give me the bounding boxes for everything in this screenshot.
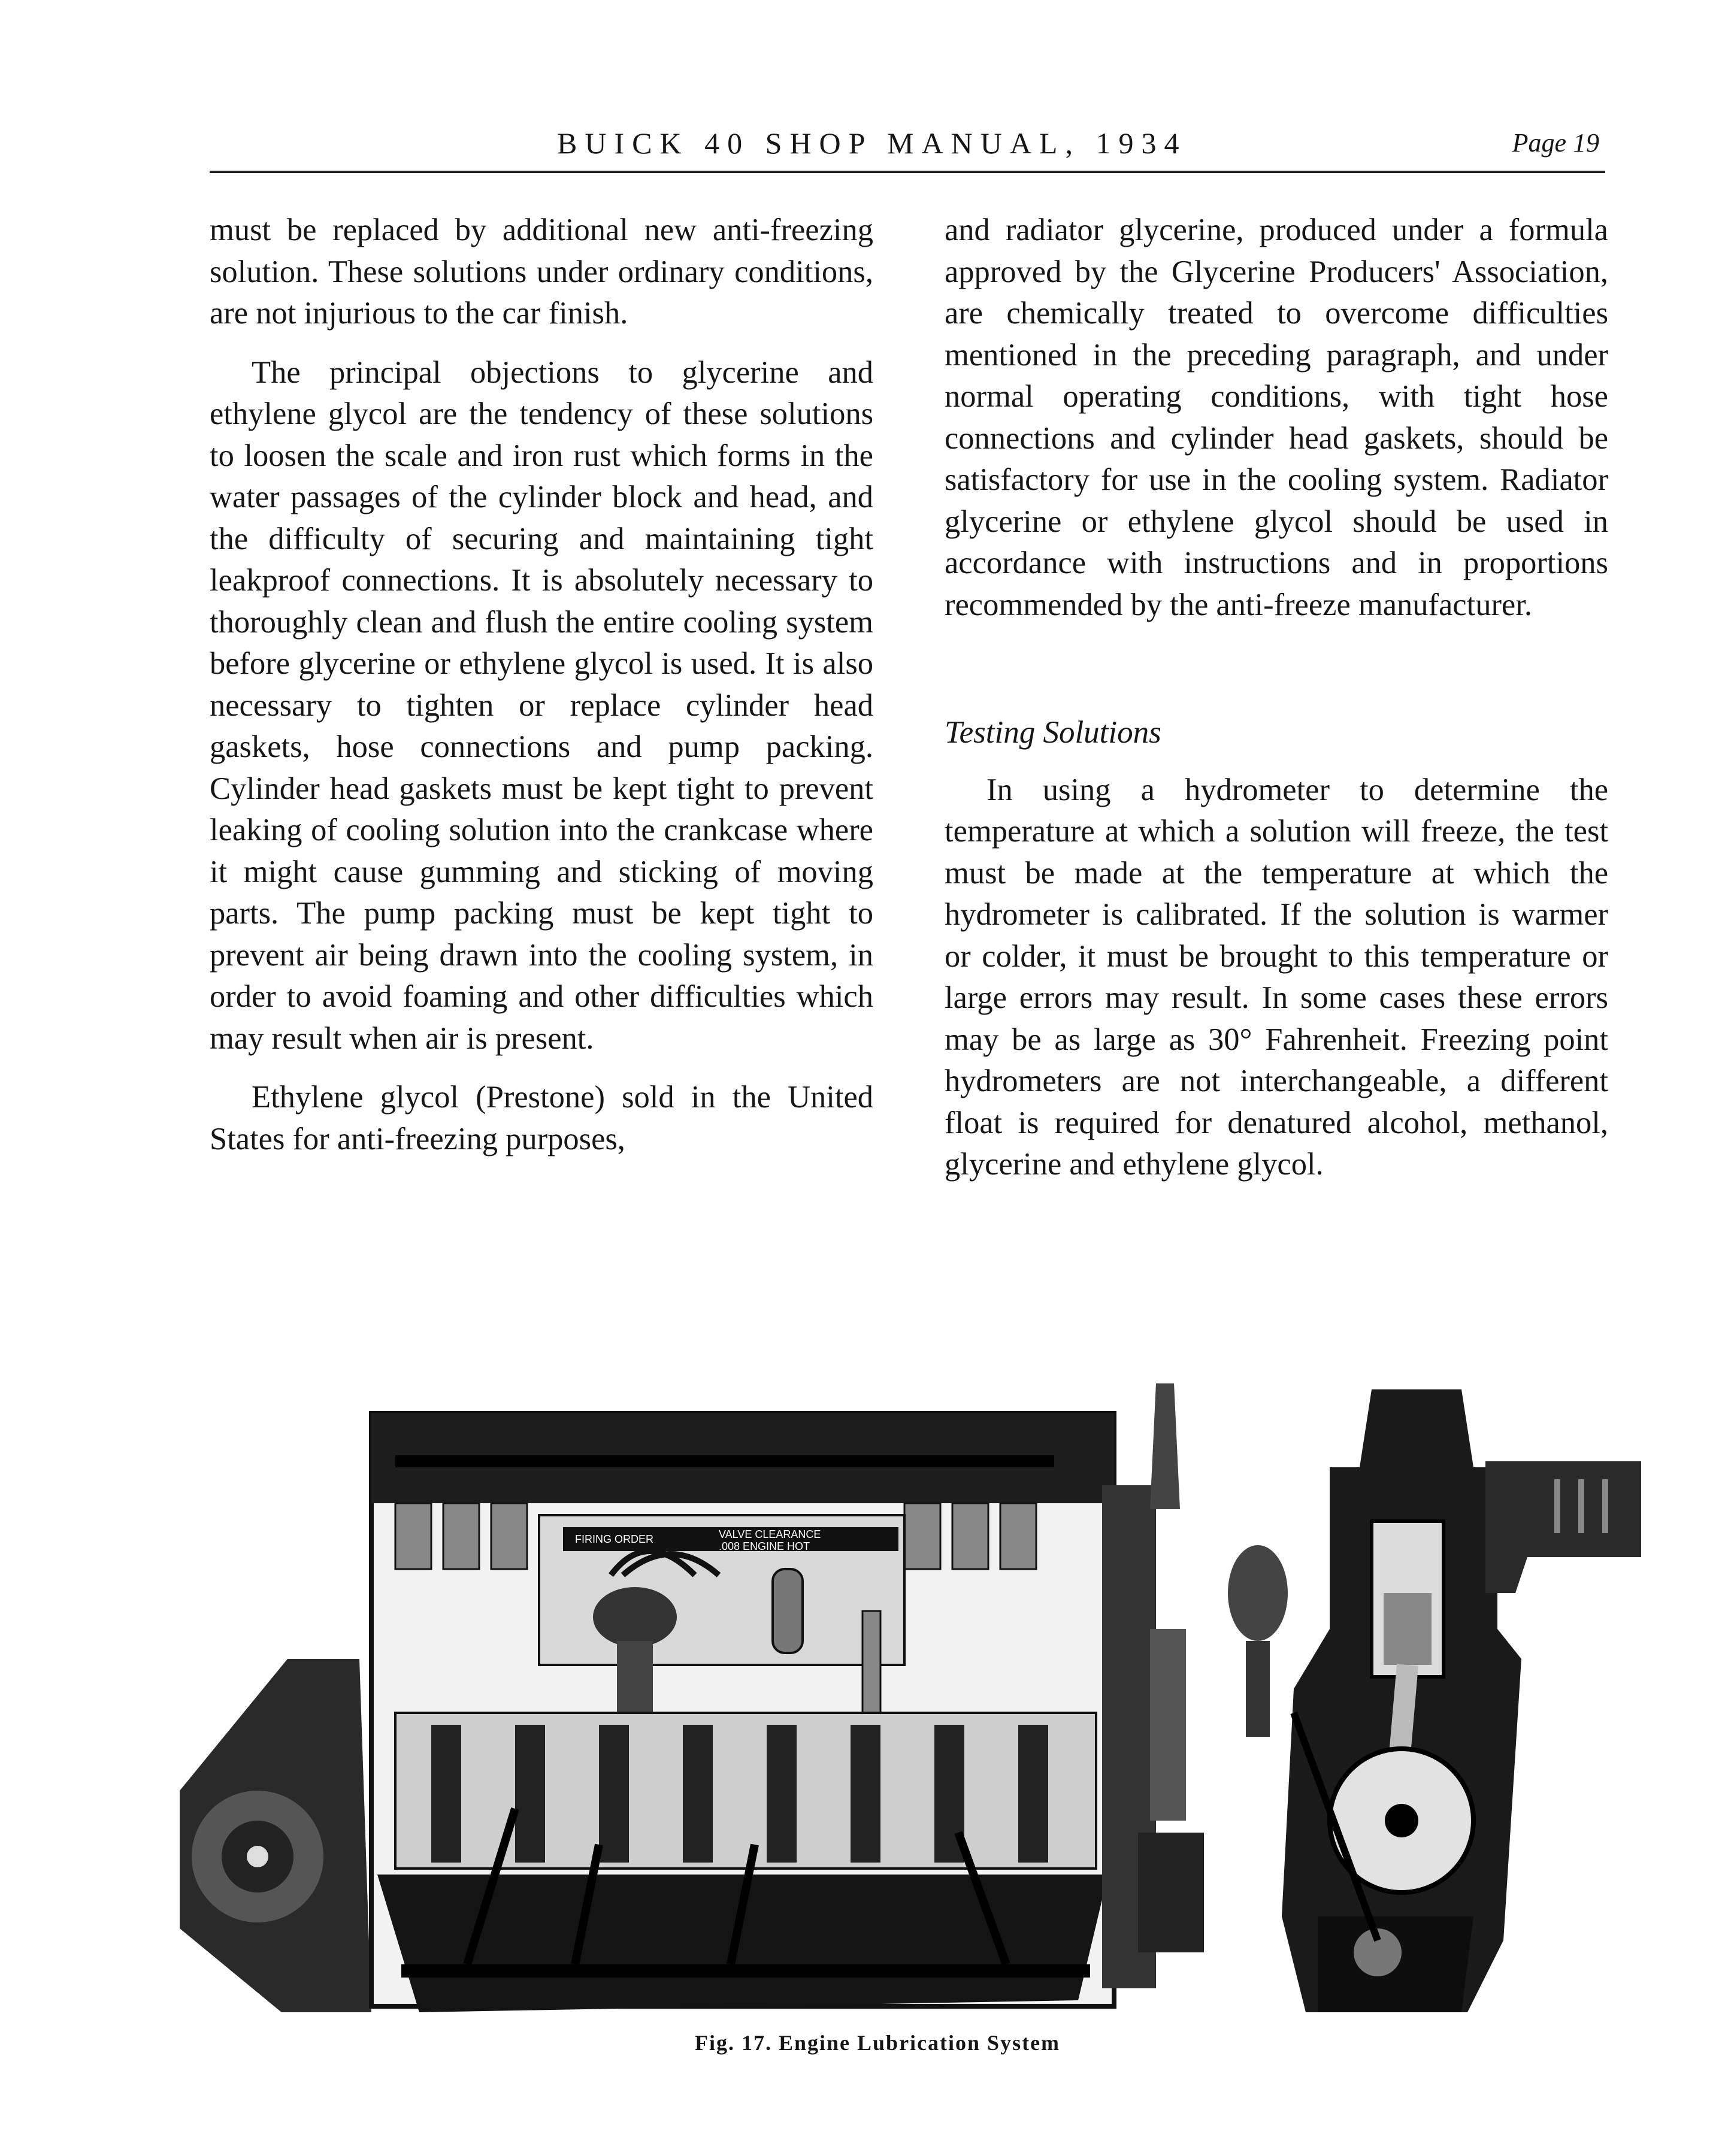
paragraph: The principal objections to glycerine and ethylene glycol are the tendency of these solutions to loosen the scale and iron rust which forms in the water passages of the cylinder block and head, and the difficulty of securing and maintaining tight leakproof connections. It is absolutely necessary to thoroughly clean and flush the entire cooling system before glycerine or ethylene glycol is used. It is also necessary to tighten or replace cylinder head gaskets, hose connections and pump packing. Cylinder head gaskets must be kept tight to prevent leaking of cooling solution into the crankcase where it might cause gumming and sticking of moving parts. The pump packing must be kept tight to prevent air being drawn into the cooling system, in order to avoid foaming and other difficulties which may result when air is present. bbox=[210, 355, 873, 1056]
header-title: BUICK 40 SHOP MANUAL, 1934 bbox=[557, 126, 1187, 160]
left-column bbox=[210, 210, 873, 1160]
valve-clearance-label: VALVE CLEARANCE bbox=[719, 1528, 821, 1540]
page-number: Page 19 bbox=[1512, 128, 1599, 158]
right-column bbox=[945, 210, 1608, 1186]
paragraph: In using a hydrometer to determine the temperature at which a solution will freeze, the test must be made at the temperature at which the hydrometer is calibrated. If the solution is warmer or colder, it must be brought to this temperature or large errors may result. In some cases these errors may be as large as 30° Fahrenheit. Freezing point hydrometers are not interchangeable, a different float is required for denatured alcohol, methanol, glycerine and ethylene glycol. bbox=[945, 772, 1608, 1182]
page-header bbox=[210, 123, 1605, 173]
engine-end-view bbox=[1228, 1389, 1641, 2012]
engine-lubrication-figure bbox=[180, 1377, 1641, 2030]
engine-hot-label: .008 ENGINE HOT bbox=[719, 1540, 810, 1552]
paragraph: must be replaced by additional new anti-freezing solution. These solutions under ordinary conditions, are not injurious to the car finish. bbox=[210, 213, 873, 331]
engine-side-view bbox=[180, 1383, 1204, 2012]
paragraph: Ethylene glycol (Prestone) sold in the United States for anti-freezing purposes, bbox=[210, 1080, 873, 1156]
figure-caption: Fig. 17. Engine Lubrication System bbox=[695, 2031, 1061, 2055]
paragraph: and radiator glycerine, produced under a formula approved by the Glycerine Producers' Association, are chemically treated to overcome difficulties mentioned in the preceding paragraph, and under normal operating conditions, with tight hose connections and cylinder head gaskets, should be satisfactory for use in the cooling system. Radiator glycerine or ethylene glycol should be used in accordance with instructions and in proportions recommended by the anti-freeze manufacturer. bbox=[945, 213, 1608, 622]
engine-illustration bbox=[180, 1377, 1641, 2030]
firing-order-label: FIRING ORDER bbox=[575, 1533, 654, 1545]
section-heading: Testing Solutions bbox=[945, 715, 1161, 750]
